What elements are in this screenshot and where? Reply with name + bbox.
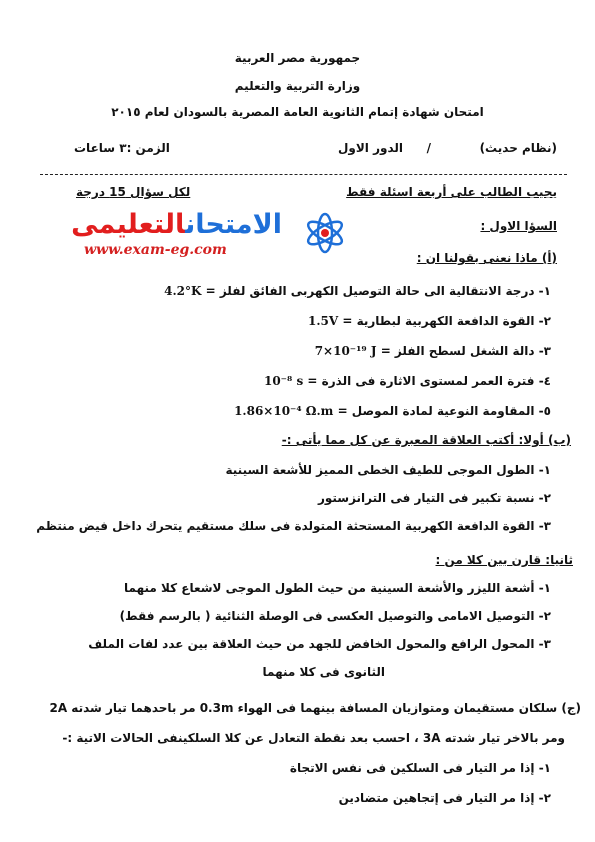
q1-b2-item-3: ٣- المحول الرافع والمحول الخافض للجهد من حيث العلاقة بين عدد لفات الملف <box>88 637 551 651</box>
watermark-title-part2: التعليمى <box>71 209 186 240</box>
q1-part-a-title: (أ) ماذا نعنى بقولنا ان : <box>416 251 557 265</box>
q1-a-item-3 <box>315 343 551 359</box>
watermark-url: www.exam-eg.com <box>84 242 227 258</box>
country-name: جمهورية مصر العربية <box>234 51 361 65</box>
q1-c-item-1: ١- إذا مر التيار فى السلكين فى نفس الاتجاة <box>289 761 551 775</box>
q1-part-c-line-1: (ج) سلكان مستقيمان ومتوازيان المسافة بينهما فى الهواء 0.3m مر باحدهما تيار شدته 2A <box>49 701 581 715</box>
q1-part-b-title: (ب) أولا: أكتب العلاقة المعبرة عن كل مما يأتى :- <box>281 433 571 447</box>
q1-a-item-3-text: ٣- دالة الشغل لسطح الفلز = <box>380 344 551 358</box>
q1-a-item-2 <box>308 313 551 329</box>
system-label: (نظام حديث) <box>479 141 557 155</box>
q1-a-item-4-text: ٤- فترة العمر لمستوى الاثارة فى الذرة = <box>307 374 551 388</box>
watermark-title <box>72 208 282 242</box>
instruction-main: يجيب الطالب على أربعة اسئلة فقط <box>346 185 557 199</box>
header-divider <box>40 174 567 175</box>
round-label: الدور الاول <box>337 141 403 155</box>
q1-a-item-1-value: 4.2°K <box>164 284 202 298</box>
exam-title: امتحان شهادة إتمام الثانوية العامة المصرية بالسودان لعام ٢٠١٥ <box>111 105 484 119</box>
q1-title: السؤا الاول : <box>480 219 557 233</box>
separator: / <box>426 141 431 155</box>
instruction-marks: لكل سؤال 15 درجة <box>76 185 191 199</box>
q1-b-item-3: ٣- القوة الدافعة الكهربية المستحثة المتولدة فى سلك مستقيم يتحرك داخل فيض منتظم <box>36 519 551 533</box>
q1-a-item-1-text: ١- درجة الانتقالية الى حالة التوصيل الكهربى الفائق لفلز = <box>205 284 551 298</box>
q1-b-item-1: ١- الطول الموجى للطيف الخطى المميز للأشعة السينية <box>225 463 551 477</box>
q1-b2-item-1: ١- أشعة الليزر والأشعة السينية من حيث الطول الموجى لاشعاع كلا منهما <box>124 581 551 595</box>
q1-part-c-line-2: ومر بالاخر تيار شدته 3A ، احسب بعد نقطة التعادل عن كلا السلكينفى الحالات الاتية :- <box>62 731 565 745</box>
q1-a-item-4-value: 10⁻⁸ s <box>263 374 304 388</box>
ministry-name: وزارة التربية والتعليم <box>234 79 361 93</box>
time-label: الزمن :٣ ساعات <box>74 141 170 155</box>
q1-c-item-2: ٢- إذا مر التيار فى إتجاهين متضادين <box>338 791 551 805</box>
q1-a-item-2-text: ٢- القوة الدافعة الكهربية لبطارية = <box>342 314 551 328</box>
q1-a-item-2-value: 1.5V <box>307 314 339 328</box>
q1-a-item-5-text: ٥- المقاومة النوعية لمادة الموصل = <box>337 404 551 418</box>
q1-a-item-5-value: 1.86×10⁻⁴ Ω.m <box>234 404 334 418</box>
q1-a-item-5 <box>234 403 551 419</box>
site-watermark <box>72 208 352 268</box>
q1-a-item-1 <box>164 283 551 299</box>
q1-a-item-3-value: 7×10⁻¹⁹ J <box>314 344 377 358</box>
q1-a-item-4 <box>264 373 551 389</box>
q1-part-b2-title: ثانيا: قارن بين كلا من : <box>435 553 573 567</box>
q1-b-item-2: ٢- نسبة تكبير فى التيار فى الترانزستور <box>317 491 551 505</box>
atom-icon <box>304 212 346 254</box>
q1-b2-item-3-cont: الثانوى فى كلا منهما <box>262 665 385 679</box>
watermark-title-part1: الامتحان <box>185 209 282 240</box>
q1-b2-item-2: ٢- التوصيل الامامى والتوصيل العكسى فى الوصلة الثنائية ( بالرسم فقط) <box>119 609 551 623</box>
